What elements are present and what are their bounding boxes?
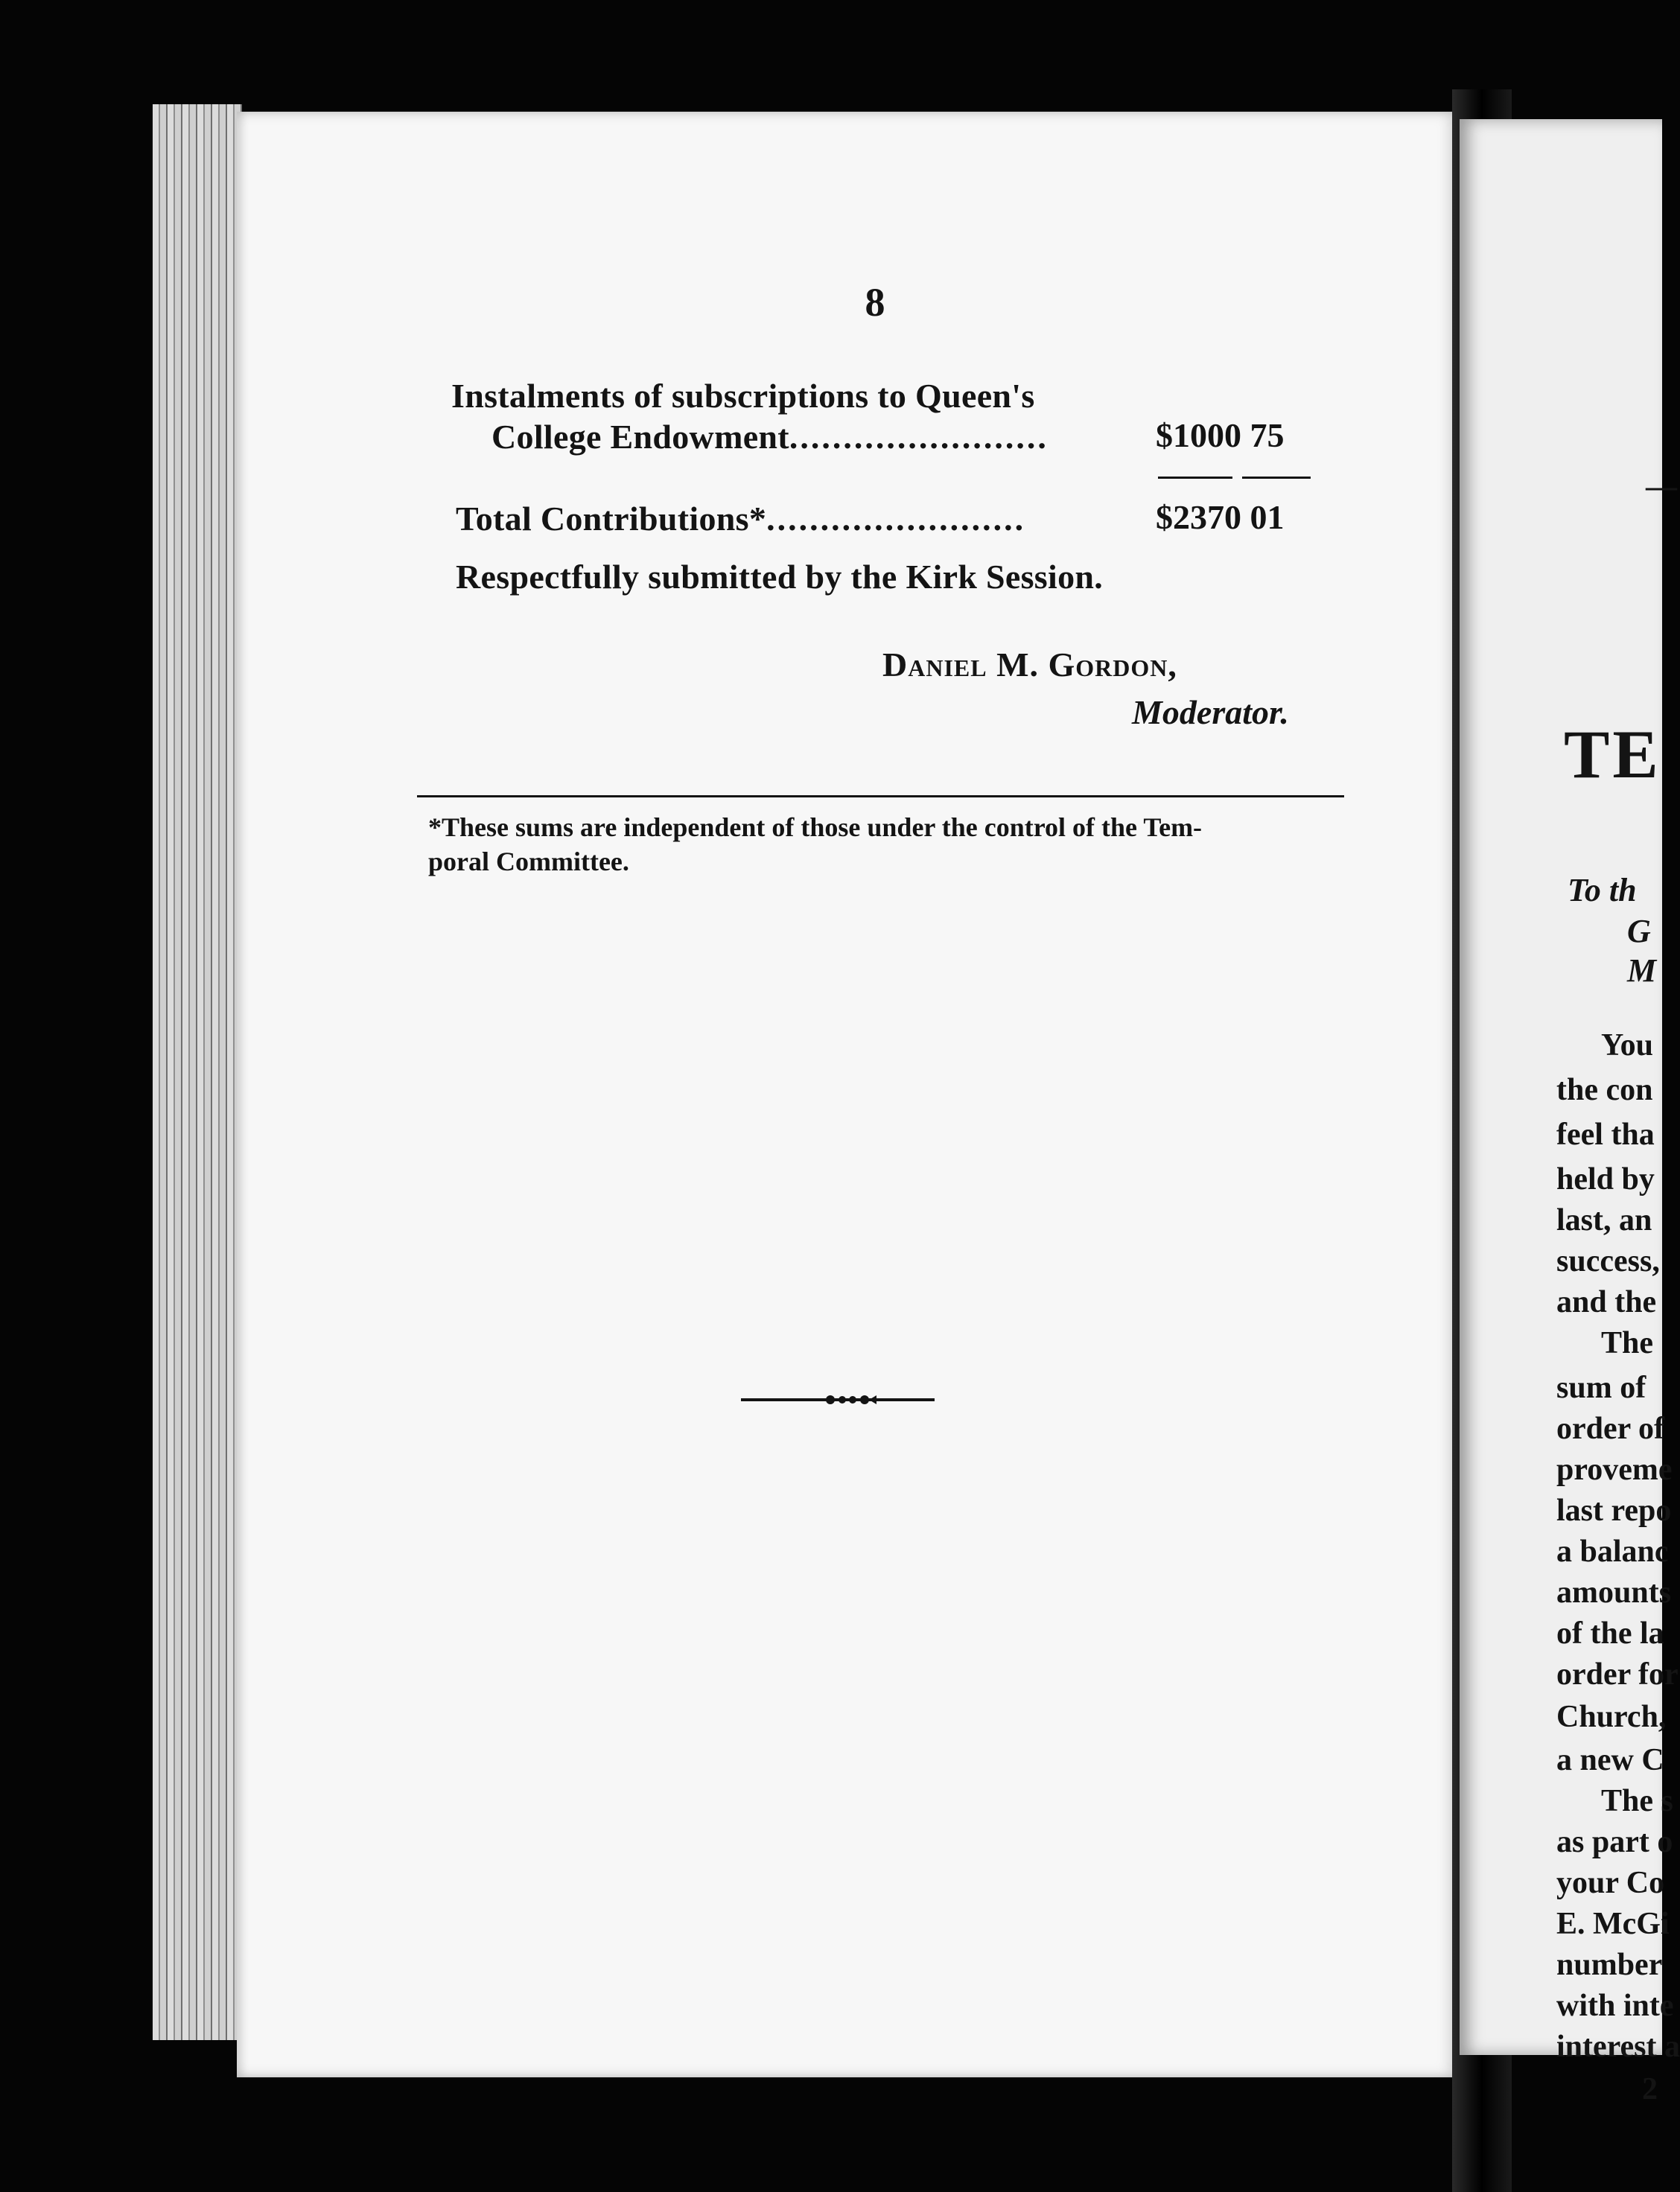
right-page-line: a new C: [1556, 1743, 1664, 1777]
sum-rule-dollars: [1158, 477, 1232, 479]
endowment-leader: ........................: [789, 418, 1049, 456]
right-page: [1460, 119, 1680, 2106]
right-page-line: a balanc: [1556, 1535, 1669, 1569]
page-edge-stack: [153, 104, 242, 2040]
right-page-line: proveme: [1556, 1453, 1673, 1487]
right-page-line: feel tha: [1556, 1118, 1655, 1152]
right-page-line: The s: [1601, 1784, 1673, 1818]
right-page-line: the con: [1556, 1073, 1653, 1107]
total-amount: $2370 01: [1156, 498, 1285, 536]
right-page-line: last repo: [1556, 1494, 1672, 1528]
right-page-line: order of: [1556, 1412, 1665, 1446]
footnote-line-2: poral Committee.: [428, 847, 629, 876]
right-page-heading: TE: [1564, 716, 1661, 792]
footnote-rule: [417, 795, 1344, 797]
signature-name: Daniel M. Gordon,: [882, 646, 1177, 684]
right-page-line: and the: [1556, 1285, 1657, 1319]
endowment-line-2: [491, 417, 1084, 456]
footnote: [428, 810, 1355, 879]
right-page-line: interest a: [1556, 2030, 1680, 2064]
ornament-divider: [741, 1391, 935, 1409]
right-page-line: You: [1601, 1028, 1654, 1062]
endowment-amount: $1000 75: [1156, 416, 1285, 454]
right-page-line: number: [1556, 1948, 1663, 1982]
total-label: Total Contributions*: [456, 500, 767, 538]
signature-title: Moderator.: [1132, 693, 1289, 731]
right-page-line: amounts: [1556, 1576, 1672, 1610]
right-page-line: your Co: [1556, 1866, 1665, 1900]
sum-rule-cents: [1242, 477, 1311, 479]
submitted-line: Respectfully submitted by the Kirk Session.: [456, 558, 1104, 596]
endowment-line-1: Instalments of subscriptions to Queen's: [451, 377, 1035, 415]
right-page-address-2: G: [1627, 913, 1651, 949]
right-page-line: last, an: [1556, 1203, 1652, 1237]
right-page-line: as part o: [1556, 1825, 1673, 1859]
right-page-line: sum of: [1556, 1371, 1646, 1405]
total-leader: ........................: [766, 500, 1026, 538]
right-page-corner-mark: —: [1646, 470, 1677, 504]
right-page-line: held by: [1556, 1162, 1655, 1197]
page-number: 8: [865, 280, 885, 325]
endowment-label: College Endowment: [491, 418, 789, 456]
right-page-line: 2: [1642, 2072, 1658, 2106]
right-page-line: with inte: [1556, 1989, 1674, 2023]
right-page-address-1: To th: [1568, 872, 1637, 908]
right-page-line: E. McGi: [1556, 1907, 1670, 1941]
footnote-line-1: *These sums are independent of those under the control of the Tem-: [428, 812, 1203, 842]
right-page-line: success,: [1556, 1244, 1660, 1278]
total-line: [456, 499, 1086, 538]
right-page-line: The: [1601, 1326, 1654, 1360]
right-page-line: of the la: [1556, 1616, 1664, 1651]
right-page-line: Church,: [1556, 1700, 1667, 1734]
right-page-address-3: M: [1627, 952, 1657, 989]
right-page-line: order for: [1556, 1657, 1679, 1692]
